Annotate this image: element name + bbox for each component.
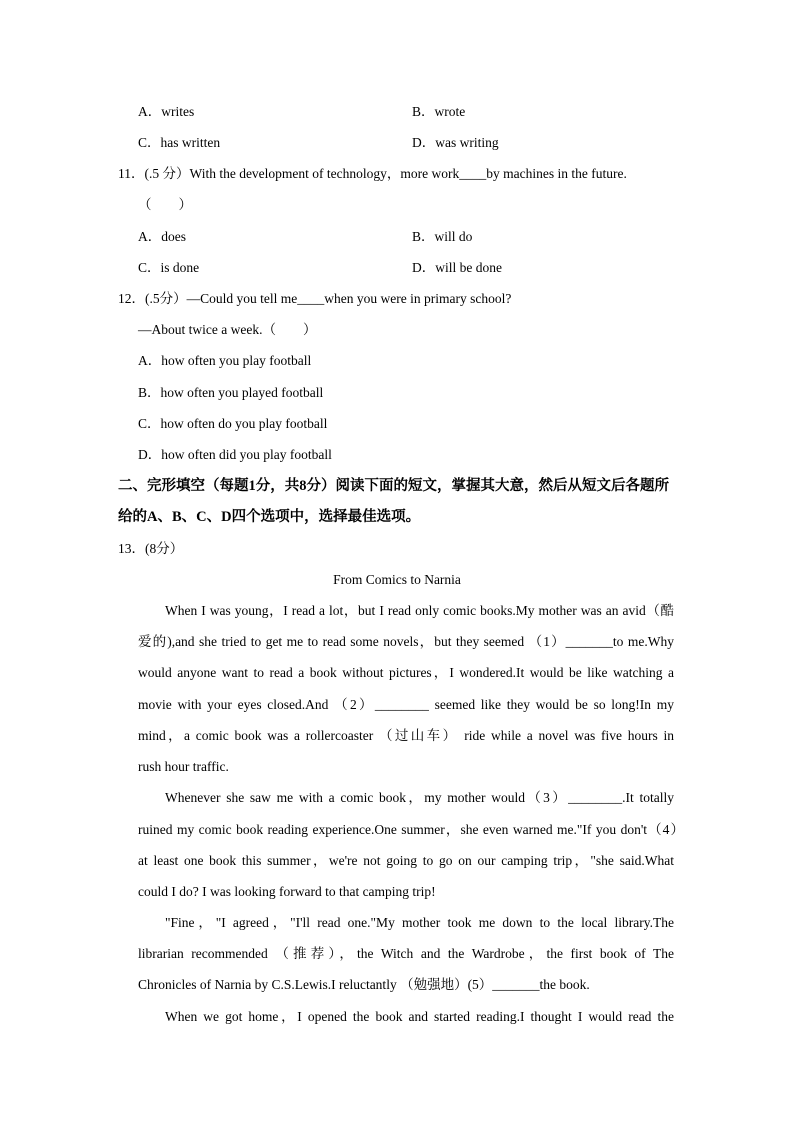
passage-line: Whenever she saw me with a comic book，my mother would（3）________.It totally [165, 790, 674, 805]
passage-line: 爱的),and she tried to get me to read some novels，but they seemed （1）_______to me.Why [138, 634, 674, 649]
q11-stem: 11．(.5 分）With the development of technology，more work____by machines in the future. [118, 166, 627, 181]
q10-option-d: D．was writing [412, 135, 499, 150]
passage-title: From Comics to Narnia [333, 572, 461, 587]
q12-option-a: A．how often you play football [138, 353, 312, 368]
passage-line: movie with your eyes closed.And （2）________ seemed like they would be so long!In my [138, 697, 674, 712]
q11-option-b: B．will do [412, 229, 473, 244]
passage-line: When I was young，I read a lot，but I read only comic books.My mother was an avid（酷 [165, 603, 674, 618]
q12-option-d: D．how often did you play football [138, 447, 332, 462]
q12-stem: 12．(.5分）—Could you tell me____when you were in primary school? [118, 291, 512, 306]
q13-label: 13．(8分） [118, 541, 184, 556]
q11-option-d: D．will be done [412, 260, 502, 275]
q12-line2: —About twice a week.（ ） [138, 322, 317, 337]
passage-line: librarian recommended （推荐），the Witch and the Wardrobe，the first book of The [138, 946, 674, 961]
section2-heading-line1: 二、完形填空（每题1分，共8分）阅读下面的短文，掌握其大意，然后从短文后各题所 [118, 478, 669, 494]
q11-option-a: A．does [138, 229, 186, 244]
passage-line: could I do? I was looking forward to that camping trip! [138, 884, 436, 899]
q11-option-c: C．is done [138, 260, 200, 275]
passage-line: at least one book this summer，we're not going to go on our camping trip，"she said.What [138, 853, 674, 868]
section2-heading-line2: 给的A、B、C、D四个选项中，选择最佳选项。 [118, 509, 421, 525]
q10-option-a: A．writes [138, 104, 195, 119]
passage-line: When we got home，I opened the book and started reading.I thought I would read the [165, 1009, 674, 1024]
passage-line: rush hour traffic. [138, 759, 229, 774]
passage-line: would anyone want to read a book without pictures，I wondered.It would be like watching a [138, 665, 674, 680]
passage-line: ruined my comic book reading experience.One summer，she even warned me."If you don't（4） [138, 822, 684, 837]
passage-line: Chronicles of Narnia by C.S.Lewis.I reluctantly （勉强地）(5）_______the book. [138, 977, 590, 992]
passage-line: mind，a comic book was a rollercoaster （过山车） ride while a novel was five hours in [138, 728, 674, 743]
passage-line: "Fine，"I agreed，"I'll read one."My mother took me down to the local library.The [165, 915, 674, 930]
q11-answer-paren: （ ） [138, 197, 192, 212]
q12-option-b: B．how often you played football [138, 385, 324, 400]
q12-option-c: C．how often do you play football [138, 416, 328, 431]
q10-option-b: B．wrote [412, 104, 466, 119]
q10-option-c: C．has written [138, 135, 221, 150]
